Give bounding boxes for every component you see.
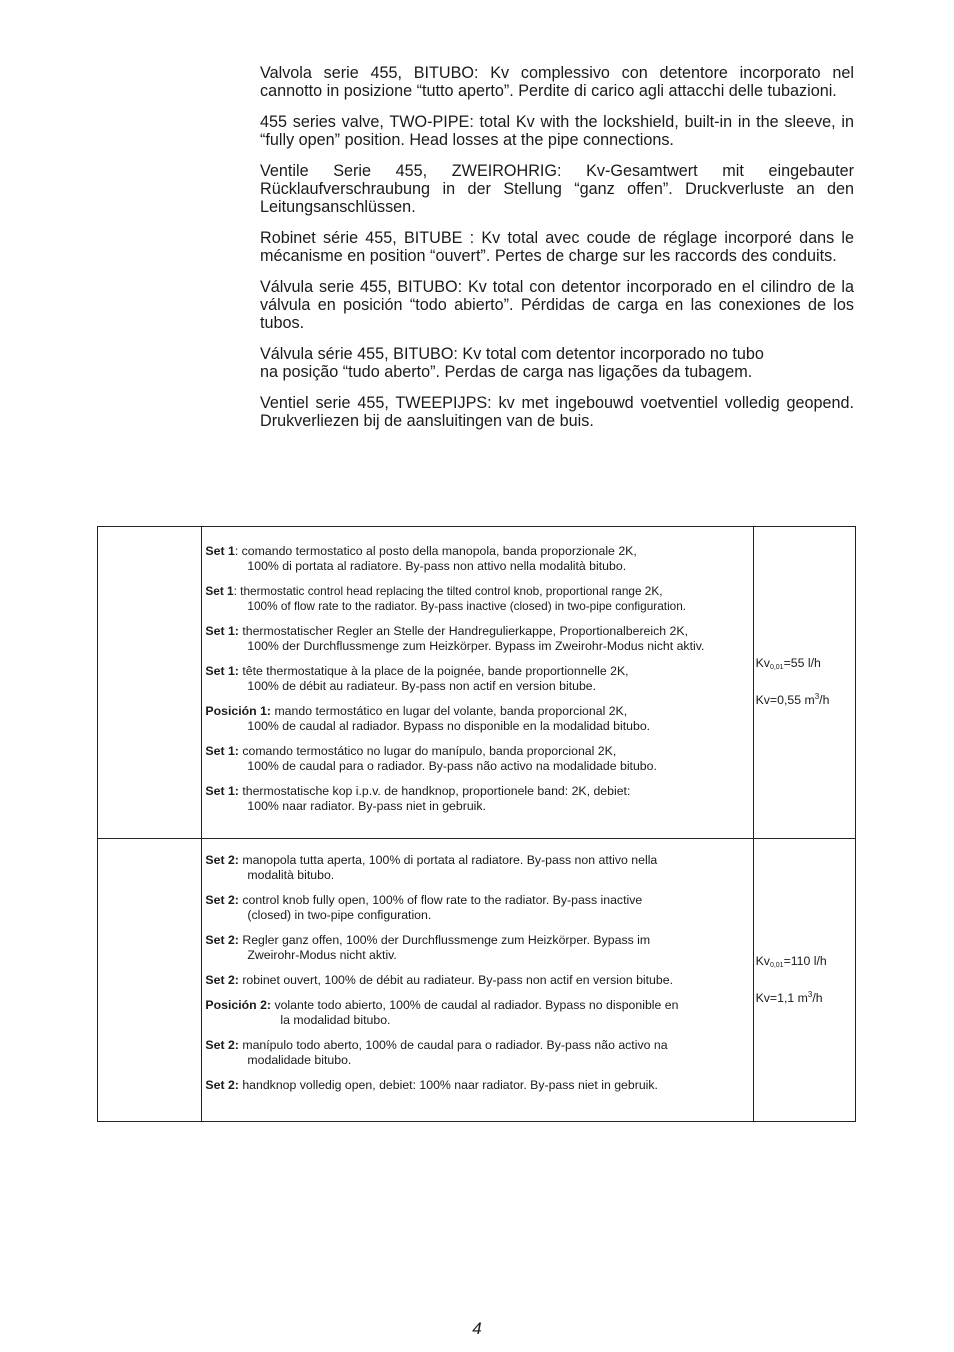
set1-entry-nl: Set 1: thermostatische kop i.p.v. de handknop, proportionele band: 2K, debiet: 100% naar radiator. By-pass niet in gebruik. xyxy=(205,784,631,813)
image-cell-set2 xyxy=(98,839,202,1122)
settings-table xyxy=(97,526,856,1122)
intro-paragraph-nl: Ventiel serie 455, TWEEPIJPS: kv met ingebouwd voetventiel volledig geopend. Drukverliezen bij de aansluitingen van de buis. xyxy=(260,393,854,431)
set2-entry-es: Posición 2: volante todo abierto, 100% de caudal al radiador. Bypass no disponible en la modalidad bitubo. xyxy=(205,998,679,1027)
set2-entry-en: Set 2: control knob fully open, 100% of flow rate to the radiator. By-pass inactive (closed) in two-pipe configuration. xyxy=(205,893,643,922)
set1-entry-es: Posición 1: mando termostático en lugar del volante, banda proporcional 2K, 100% de caudal al radiador. Bypass no disponible en la modalidad bitubo. xyxy=(205,704,651,733)
description-cell-set1 xyxy=(202,527,753,839)
intro-paragraph-de: Ventile Serie 455, ZWEIROHRIG: Kv-Gesamtwert mit eingebauter Rücklaufverschraubung in der Stellung “ganz offen”. Druckverluste an den Leitungsanschlüssen. xyxy=(260,161,854,217)
set1-entry-it: Set 1: comando termostatico al posto della manopola, banda proporzionale 2K, 100% di portata al radiatore. By-pass non attivo nella modalità bitubo. xyxy=(205,544,637,573)
intro-paragraph-en: 455 series valve, TWO-PIPE: total Kv with the lockshield, built-in in the sleeve, in “fully open” position. Head losses at the pipe connections. xyxy=(260,112,854,150)
kv-cell-set1 xyxy=(753,527,855,839)
intro-paragraph-pt-line1: Válvula série 455, BITUBO: Kv total com detentor incorporado no tubo xyxy=(260,344,764,363)
set1-entry-pt: Set 1: comando termostático no lugar do manípulo, banda proporcional 2K, 100% de caudal para o radiador. By-pass não activo na modalidade bitubo. xyxy=(205,744,657,773)
kv-cell-set2 xyxy=(753,839,855,1122)
set2-entry-nl: Set 2: handknop volledig open, debiet: 100% naar radiator. By-pass niet in gebruik. xyxy=(205,1078,658,1092)
description-cell-set2 xyxy=(202,839,753,1122)
kv-m3-value-set1: Kv=0,55 $m^3/h$ xyxy=(755,692,830,708)
intro-paragraph-fr: Robinet série 455, BITUBE : Kv total avec coude de réglage incorporé dans le mécanisme en position “ouvert”. Pertes de charge sur les raccords des conduits. xyxy=(260,228,854,266)
intro-paragraph-it: Valvola serie 455, BITUBO: Kv complessivo con detentore incorporato nel cannotto in posizione “tutto aperto”. Perdite di carico agli attacchi delle tubazioni. xyxy=(260,64,854,101)
table-row-set1 xyxy=(98,527,856,839)
image-cell-set1 xyxy=(98,527,202,839)
kv-value-set1: $Kv_{0,01}=55$ l/h xyxy=(755,656,821,672)
table-row-set2 xyxy=(98,839,856,1122)
kv-value-set2: $Kv_{0,01}=110$ l/h xyxy=(755,953,827,969)
set2-entry-it: Set 2: manopola tutta aperta, 100% di portata al radiatore. By-pass non attivo nella modalità bitubo. xyxy=(205,853,658,882)
kv-m3-value-set2: Kv=1,1 $m^3/h$ xyxy=(755,989,823,1006)
set1-entry-fr: Set 1: tête thermostatique à la place de la poignée, bande proportionnelle 2K, 100% de débit au radiateur. By-pass non actif en version bitube. xyxy=(205,664,629,693)
intro-text xyxy=(260,64,854,443)
set1-entry-en: Set 1: thermostatic control head replacing the tilted control knob, proportional range 2K, 100% of flow rate to the radiator. By-pass inactive (closed) in two-pipe configuration. xyxy=(205,584,687,613)
intro-paragraph-pt-line2: na posição “tudo aberto”. Perdas de carga nas ligações da tubagem. xyxy=(260,363,753,382)
set1-entry-de: Set 1: thermostatischer Regler an Stelle der Handregulierkappe, Proportionalbereich 2K, 100% der Durchflussmenge zum Heizkörper. Bypass im Zweirohr-Modus nicht aktiv. xyxy=(205,624,705,653)
intro-paragraph-es: Válvula serie 455, BITUBO: Kv total con detentor incorporado en el cilindro de la válvula en posición “todo abierto”. Pérdidas de carga en las conexiones de los tubos. xyxy=(260,277,854,333)
set2-entry-fr: Set 2: robinet ouvert, 100% de débit au radiateur. By-pass non actif en version bitube. xyxy=(205,973,673,987)
page-number: 4 xyxy=(472,1319,482,1338)
set2-entry-pt: Set 2: manípulo todo aberto, 100% de caudal para o radiador. By-pass não activo na modalidade bitubo. xyxy=(205,1038,668,1067)
set2-entry-de: Set 2: Regler ganz offen, 100% der Durchflussmenge zum Heizkörper. Bypass im Zweirohr-Modus nicht aktiv. xyxy=(205,933,651,962)
